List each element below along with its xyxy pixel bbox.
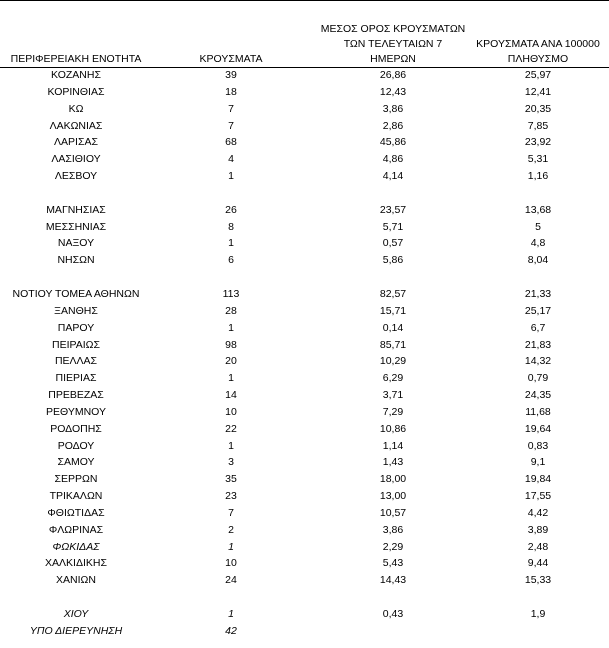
cell-cases: 1 <box>228 540 234 553</box>
table-row <box>0 488 609 505</box>
header-region: ΠΕΡΙΦΕΡΕΙΑΚΗ ΕΝΟΤΗΤΑ <box>10 53 142 65</box>
table-row <box>0 168 609 185</box>
cell-region: ΚΟΡΙΝΘΙΑΣ <box>47 85 105 98</box>
table-row <box>0 438 609 455</box>
cell-avg7: 14,43 <box>379 574 407 587</box>
table-row <box>0 320 609 337</box>
cell-per100k: 21,83 <box>524 338 552 351</box>
cell-region: ΧΙΟΥ <box>63 608 89 620</box>
data-table <box>0 67 609 640</box>
cell-cases: 22 <box>225 422 237 435</box>
cell-cases: 35 <box>225 473 237 486</box>
cell-cases: 14 <box>225 389 237 402</box>
table-row <box>0 370 609 387</box>
cell-avg7: 23,57 <box>379 203 407 216</box>
cell-avg7: 10,86 <box>379 422 407 435</box>
cell-region: ΚΟΖΑΝΗΣ <box>51 69 101 81</box>
table-row <box>0 235 609 252</box>
cell-avg7: 15,71 <box>379 304 407 317</box>
header-avg7-line1: ΜΕΣΟΣ ΟΡΟΣ ΚΡΟΥΣΜΑΤΩΝ <box>320 23 466 35</box>
cell-cases: 18 <box>225 85 237 98</box>
table-row <box>0 151 609 168</box>
cell-cases: 7 <box>228 119 234 132</box>
cell-cases: 113 <box>222 287 240 300</box>
cell-region: ΛΑΣΙΘΙΟΥ <box>51 153 101 166</box>
table-row <box>0 219 609 236</box>
cell-region: ΤΡΙΚΑΛΩΝ <box>49 490 103 503</box>
cell-per100k: 19,64 <box>524 422 552 435</box>
cell-per100k: 17,55 <box>524 490 552 503</box>
cell-avg7: 0,43 <box>382 608 404 620</box>
table-row <box>0 303 609 320</box>
cell-region: ΠΕΛΛΑΣ <box>54 355 98 368</box>
table-row <box>0 286 609 303</box>
spacer-row <box>0 269 609 286</box>
cell-region: ΣΕΡΡΩΝ <box>54 473 98 486</box>
cell-region: ΠΡΕΒΕΖΑΣ <box>48 389 104 402</box>
cell-avg7: 7,29 <box>382 405 404 418</box>
table-row <box>0 118 609 135</box>
cell-region: ΜΑΓΝΗΣΙΑΣ <box>46 203 106 216</box>
table-row <box>0 84 609 101</box>
cell-region: ΝΑΞΟΥ <box>57 237 95 250</box>
cell-region: ΣΑΜΟΥ <box>57 456 95 469</box>
cell-region: ΦΩΚΙΔΑΣ <box>52 540 100 553</box>
header-per100k-line1: ΚΡΟΥΣΜΑΤΑ ΑΝΑ 100000 <box>476 38 600 50</box>
cell-region: ΠΙΕΡΙΑΣ <box>55 372 97 385</box>
cell-region: ΦΛΩΡΙΝΑΣ <box>48 523 104 536</box>
cell-per100k: 24,35 <box>524 389 552 402</box>
cell-cases: 1 <box>228 170 234 183</box>
cell-region: ΠΕΙΡΑΙΩΣ <box>52 338 100 351</box>
cell-per100k: 14,32 <box>524 355 552 368</box>
cell-cases: 10 <box>225 405 237 418</box>
cell-cases: 23 <box>225 490 237 503</box>
cell-region: ΧΑΛΚΙΔΙΚΗΣ <box>45 557 107 570</box>
table-row <box>0 454 609 471</box>
cell-region: ΚΩ <box>68 102 84 115</box>
cell-avg7: 13,00 <box>379 490 407 503</box>
cell-region: ΛΑΚΩΝΙΑΣ <box>49 119 103 132</box>
cell-per100k: 9,1 <box>530 456 546 469</box>
header-per100k-line2: ΠΛΗΘΥΣΜΟ <box>507 53 569 65</box>
table-row <box>0 606 609 623</box>
cell-avg7: 1,43 <box>382 456 404 469</box>
cell-per100k: 12,41 <box>524 85 552 98</box>
cell-per100k: 0,79 <box>527 372 549 385</box>
cell-cases: 1 <box>228 321 234 334</box>
table-row <box>0 555 609 572</box>
cell-region: ΝΟΤΙΟΥ ΤΟΜΕΑ ΑΘΗΝΩΝ <box>12 287 140 300</box>
cell-avg7: 26,86 <box>379 69 407 81</box>
table-row <box>0 572 609 589</box>
cell-avg7: 2,86 <box>382 119 404 132</box>
header-avg7-line2: ΤΩΝ ΤΕΛΕΥΤΑΙΩΝ 7 <box>343 38 443 50</box>
cell-cases: 42 <box>225 624 237 637</box>
table-row <box>0 337 609 354</box>
table-row <box>0 471 609 488</box>
cell-cases: 26 <box>225 203 237 216</box>
header-cases: ΚΡΟΥΣΜΑΤΑ <box>199 53 263 65</box>
cell-avg7: 0,57 <box>382 237 404 250</box>
cell-avg7: 10,29 <box>379 355 407 368</box>
cell-avg7: 3,86 <box>382 523 404 536</box>
cell-avg7: 2,29 <box>382 540 404 553</box>
cell-cases: 1 <box>228 608 234 620</box>
table-row <box>0 252 609 269</box>
cell-avg7: 4,14 <box>382 170 404 183</box>
table-row <box>0 522 609 539</box>
cell-per100k: 1,16 <box>527 170 549 183</box>
cell-cases: 1 <box>228 372 234 385</box>
cell-per100k: 5,31 <box>527 153 549 166</box>
cell-per100k: 2,48 <box>527 540 549 553</box>
cell-per100k: 4,42 <box>527 506 549 519</box>
cell-per100k: 9,44 <box>527 557 549 570</box>
cell-cases: 39 <box>225 69 237 81</box>
cell-avg7: 5,71 <box>382 220 404 233</box>
cell-cases: 7 <box>228 102 234 115</box>
cell-per100k: 20,35 <box>524 102 552 115</box>
cell-avg7: 4,86 <box>382 153 404 166</box>
cell-avg7: 12,43 <box>379 85 407 98</box>
cell-cases: 4 <box>228 153 234 166</box>
cell-cases: 2 <box>228 523 234 536</box>
cell-per100k: 4,8 <box>530 237 546 250</box>
cell-avg7: 5,86 <box>382 254 404 267</box>
table-row <box>0 134 609 151</box>
cell-region: ΞΑΝΘΗΣ <box>54 304 98 317</box>
cell-region: ΠΑΡΟΥ <box>57 321 95 334</box>
cell-per100k: 6,7 <box>530 321 546 334</box>
cell-avg7: 0,14 <box>382 321 404 334</box>
cell-cases: 8 <box>228 220 234 233</box>
table-row <box>0 404 609 421</box>
cell-avg7: 10,57 <box>379 506 407 519</box>
cell-cases: 1 <box>228 439 234 452</box>
table-row <box>0 67 609 84</box>
cell-cases: 28 <box>225 304 237 317</box>
table-row <box>0 101 609 118</box>
cell-per100k: 13,68 <box>524 203 552 216</box>
table-row <box>0 387 609 404</box>
cell-avg7: 82,57 <box>379 287 407 300</box>
table-row <box>0 505 609 522</box>
table-row <box>0 421 609 438</box>
cell-region: ΝΗΣΩΝ <box>57 254 95 267</box>
cell-avg7: 6,29 <box>382 372 404 385</box>
cell-avg7: 3,86 <box>382 102 404 115</box>
cell-avg7: 45,86 <box>379 136 407 149</box>
cell-avg7: 5,43 <box>382 557 404 570</box>
cell-region: ΛΕΣΒΟΥ <box>54 170 98 183</box>
cell-cases: 24 <box>225 574 237 587</box>
cell-cases: 1 <box>228 237 234 250</box>
cell-avg7: 1,14 <box>382 439 404 452</box>
cell-per100k: 8,04 <box>527 254 549 267</box>
cell-cases: 6 <box>228 254 234 267</box>
cell-region: ΥΠΟ ΔΙΕΡΕΥΝΗΣΗ <box>29 624 123 637</box>
header-avg7-line3: ΗΜΕΡΩΝ <box>370 53 416 65</box>
cell-cases: 7 <box>228 506 234 519</box>
cell-region: ΜΕΣΣΗΝΙΑΣ <box>45 220 107 233</box>
cell-region: ΡΕΘΥΜΝΟΥ <box>45 405 106 418</box>
spacer-row <box>0 589 609 606</box>
cell-region: ΡΟΔΟΥ <box>57 439 95 452</box>
cell-per100k: 5 <box>535 220 541 233</box>
table-row <box>0 202 609 219</box>
cell-cases: 98 <box>225 338 237 351</box>
cell-avg7: 85,71 <box>379 338 407 351</box>
top-border <box>0 0 609 1</box>
cell-per100k: 19,84 <box>524 473 552 486</box>
table-row <box>0 539 609 556</box>
cell-region: ΦΘΙΩΤΙΔΑΣ <box>47 506 105 519</box>
cell-cases: 68 <box>225 136 237 149</box>
cell-per100k: 7,85 <box>527 119 549 132</box>
cell-cases: 3 <box>228 456 234 469</box>
cell-cases: 10 <box>225 557 237 570</box>
cell-per100k: 0,83 <box>527 439 549 452</box>
cell-region: ΡΟΔΟΠΗΣ <box>50 422 102 435</box>
cell-avg7: 18,00 <box>379 473 407 486</box>
cell-per100k: 21,33 <box>524 287 552 300</box>
spacer-row <box>0 185 609 202</box>
table-row <box>0 623 609 640</box>
cell-per100k: 23,92 <box>524 136 552 149</box>
cell-per100k: 1,9 <box>530 608 546 620</box>
cell-per100k: 25,97 <box>524 69 552 81</box>
cell-per100k: 15,33 <box>524 574 552 587</box>
cell-region: ΧΑΝΙΩΝ <box>56 574 96 587</box>
table-row <box>0 353 609 370</box>
cell-per100k: 3,89 <box>527 523 549 536</box>
cell-per100k: 25,17 <box>524 304 552 317</box>
cell-cases: 20 <box>225 355 237 368</box>
cell-avg7: 3,71 <box>382 389 404 402</box>
cell-per100k: 11,68 <box>525 405 551 418</box>
cell-region: ΛΑΡΙΣΑΣ <box>54 136 98 149</box>
